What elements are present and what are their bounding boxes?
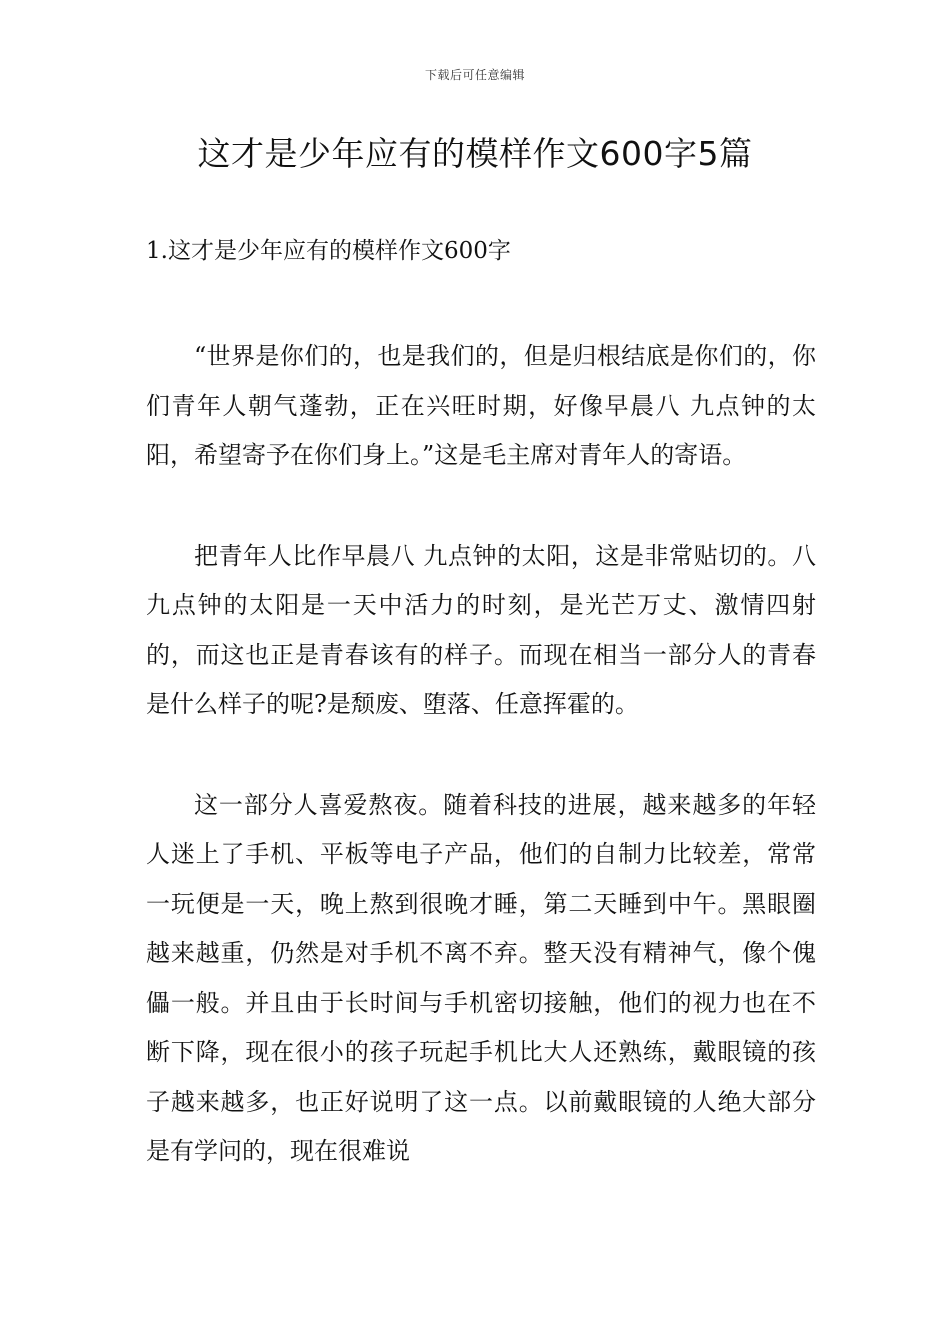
body-text: [146, 332, 816, 1228]
document-title: 这才是少年应有的模样作文600字5篇: [197, 134, 753, 173]
paragraph-3: 这一部分人喜爱熬夜。随着科技的进展，越来越多的年轻人迷上了手机、平板等电子产品，他们的自制力比较差，常常一玩便是一天，晚上熬到很晚才睡，第二天睡到中午。黑眼圈越来越重，仍然是对手机不离不弃。整天没有精神气，像个傀儡一般。并且由于长时间与手机密切接触，他们的视力也在不断下降，现在很小的孩子玩起手机比大人还熟练，戴眼镜的孩子越来越多，也正好说明了这一点。以前戴眼镜的人绝大部分是有学问的，现在很难说: [146, 790, 816, 1165]
paragraph-2: 把青年人比作早晨八 九点钟的太阳，这是非常贴切的。八 九点钟的太阳是一天中活力的时刻，是光芒万丈、激情四射的，而这也正是青春该有的样子。而现在相当一部分人的青春是什么样子的呢?是颓废、堕落、任意挥霍的。: [146, 541, 816, 718]
section-heading: 1.这才是少年应有的模样作文600字: [146, 238, 511, 264]
paragraph-1: “世界是你们的，也是我们的，但是归根结底是你们的，你们青年人朝气蓬勃，正在兴旺时期，好像早晨八 九点钟的太阳，希望寄予在你们身上。”这是毛主席对青年人的寄语。: [146, 342, 816, 469]
header-note: 下载后可任意编辑: [424, 68, 525, 82]
